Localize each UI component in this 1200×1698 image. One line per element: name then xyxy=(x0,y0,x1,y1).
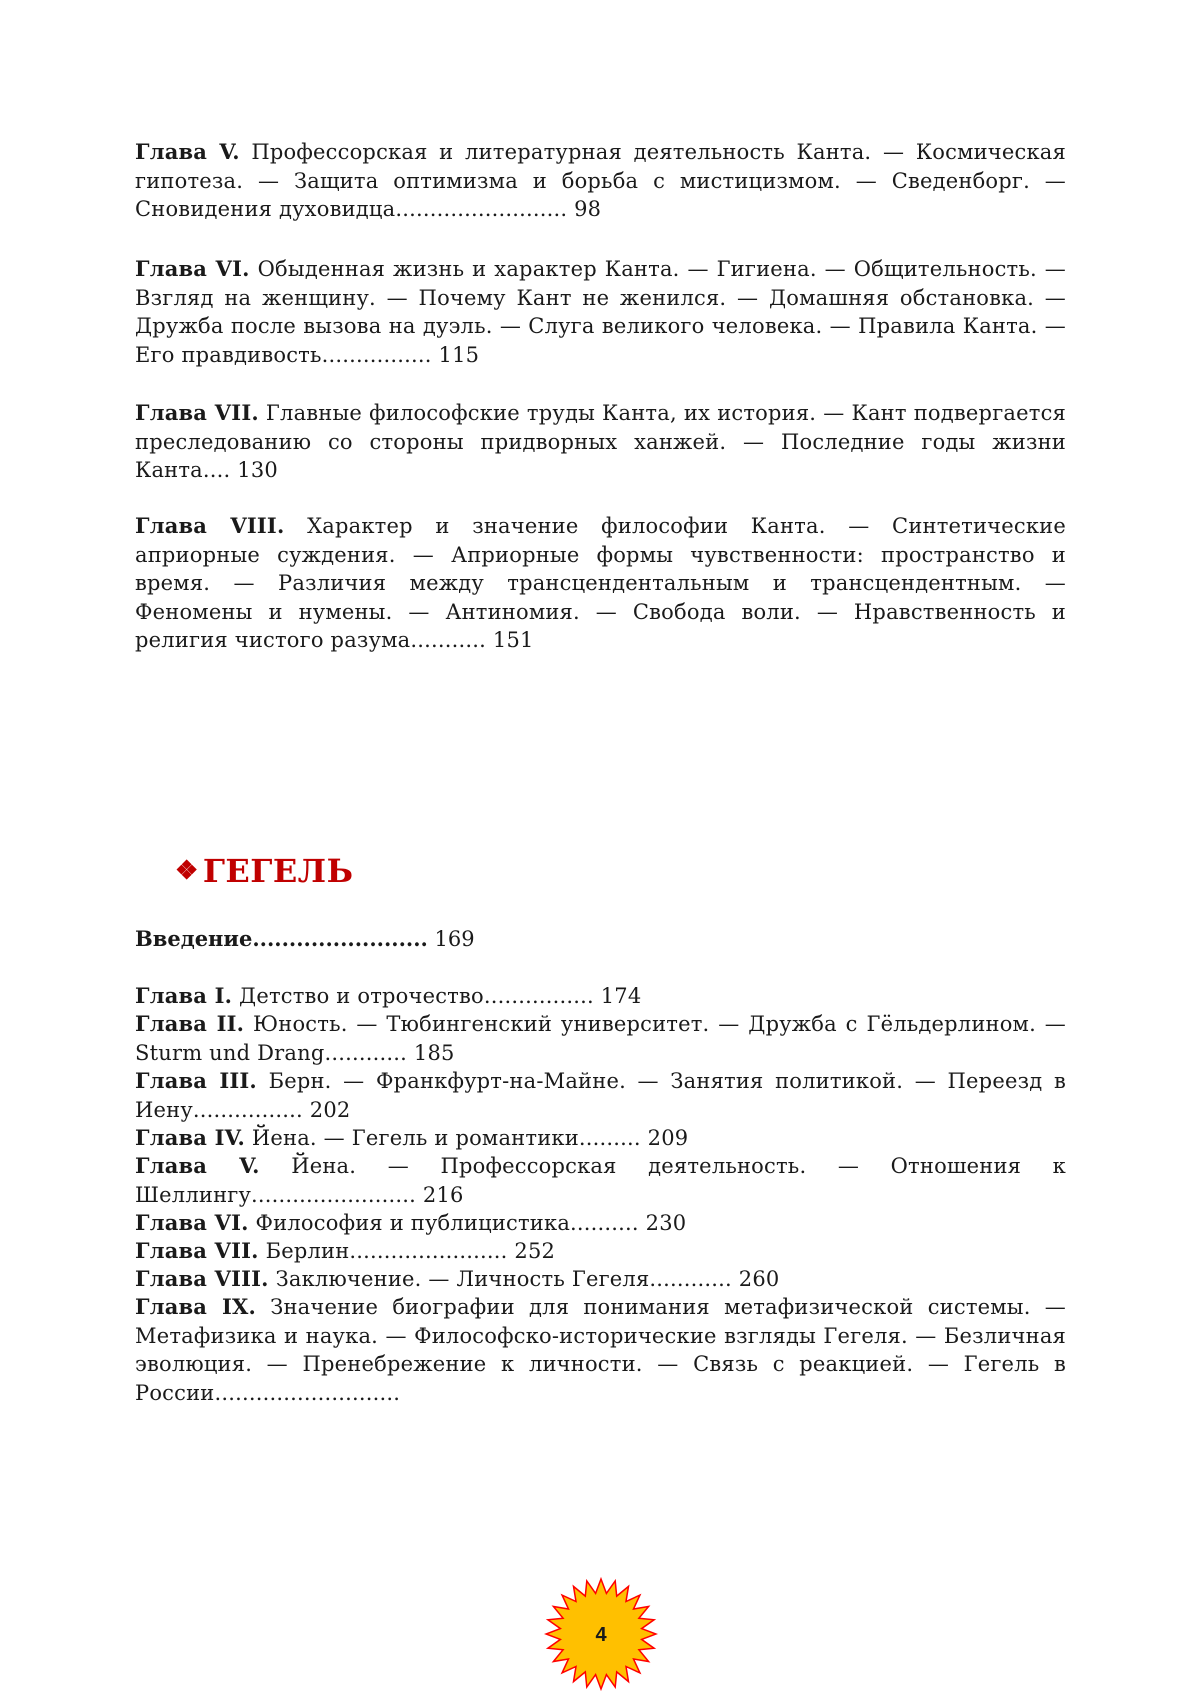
toc-entry-label: Глава VI. xyxy=(135,256,250,281)
toc-entry-hegel-ch6 xyxy=(135,1209,1066,1238)
diamond-bullet-icon: ❖ xyxy=(175,856,199,886)
toc-entry-hegel-ch8 xyxy=(135,1265,1066,1294)
toc-entry-label: Глава III. xyxy=(135,1068,257,1093)
toc-entry-kant-ch7 xyxy=(135,399,1066,485)
toc-entry-text: Йена. — Гегель и романтики......... 209 xyxy=(251,1126,689,1150)
toc-entry-kant-ch5 xyxy=(135,138,1066,224)
toc-entry-label: Глава VII. xyxy=(135,1238,259,1263)
toc-entry-hegel-ch2 xyxy=(135,1010,1066,1067)
toc-entry-text: Детство и отрочество................ 174 xyxy=(239,984,642,1008)
toc-entry-hegel-ch3 xyxy=(135,1067,1066,1124)
toc-entry-label: Глава IX. xyxy=(135,1294,256,1319)
toc-entry-kant-ch8 xyxy=(135,512,1066,655)
toc-entry-label: Глава VII. xyxy=(135,400,259,425)
toc-entry-text: Берлин....................... 252 xyxy=(265,1239,556,1263)
toc-entry-hegel-ch9 xyxy=(135,1293,1066,1407)
toc-entry-kant-ch6 xyxy=(135,255,1066,369)
starburst-icon xyxy=(544,1577,658,1691)
toc-entry-label: Введение........................ xyxy=(135,926,428,951)
toc-entry-label: Глава VI. xyxy=(135,1210,249,1235)
toc-entry-text: Философия и публицистика.......... 230 xyxy=(255,1211,687,1235)
toc-entry-text: Берн. — Франкфурт-на-Майне. — Занятия политикой. — Переезд в Иену................ 202 xyxy=(135,1069,1066,1122)
page-number-badge xyxy=(544,1577,658,1691)
toc-entry-label: Глава V. xyxy=(135,139,240,164)
toc-entry-text: Профессорская и литературная деятельность Канта. — Космическая гипотеза. — Защита оптимизма и борьба с мистицизмом. — Сведенборг. — Сновидения духовидца......................... 98 xyxy=(135,140,1066,221)
toc-entry-intro xyxy=(135,925,475,954)
toc-entry-text: Юность. — Тюбингенский университет. — Дружба с Гёльдерлином. — Sturm und Drang............ 185 xyxy=(135,1012,1066,1065)
toc-entry-text: Главные философские труды Канта, их история. — Кант подвергается преследованию со стороны придворных ханжей. — Последние годы жизни Канта.... 130 xyxy=(135,401,1066,482)
toc-entry-hegel-ch4 xyxy=(135,1124,1066,1153)
toc-entry-page: 169 xyxy=(434,927,475,951)
toc-entry-label: Глава VIII. xyxy=(135,1266,269,1291)
toc-entry-label: Глава IV. xyxy=(135,1125,245,1150)
toc-entry-label: Глава I. xyxy=(135,983,233,1008)
toc-entry-label: Глава VIII. xyxy=(135,513,285,538)
toc-entry-text: Значение биографии для понимания метафизической системы. — Метафизика и наука. — Философско-исторические взгляды Гегеля. — Безличная эволюция. — Пренебрежение к личности. — Связь с реакцией. — Гегель в России........................... xyxy=(135,1295,1066,1405)
toc-entry-text: Заключение. — Личность Гегеля............ 260 xyxy=(275,1267,780,1291)
toc-entry-text: Характер и значение философии Канта. — Синтетические априорные суждения. — Априорные формы чувственности: пространство и время. — Различия между трансцендентальным и трансцендентным. — Феномены и нумены. — Антиномия. — Свобода воли. — Нравственность и религия чистого разума........... 151 xyxy=(135,514,1066,652)
section-title-text: ГЕГЕЛЬ xyxy=(202,852,354,890)
toc-entry-text: Обыденная жизнь и характер Канта. — Гигиена. — Общительность. — Взгляд на женщину. — Почему Кант не женился. — Домашняя обстановка. — Дружба после вызова на дуэль. — Слуга великого человека. — Правила Канта. — Его правдивость................ 115 xyxy=(135,257,1066,367)
toc-entry-hegel-ch5 xyxy=(135,1152,1066,1209)
toc-entry-label: Глава II. xyxy=(135,1011,245,1036)
toc-entry-label: Глава V. xyxy=(135,1153,260,1178)
page-number: 4 xyxy=(595,1624,607,1646)
document-page xyxy=(135,0,1066,1698)
toc-entry-text: Йена. — Профессорская деятельность. — Отношения к Шеллингу........................ 216 xyxy=(135,1154,1066,1207)
toc-entry-hegel-ch7 xyxy=(135,1237,1066,1266)
toc-entry-hegel-ch1 xyxy=(135,982,1066,1011)
section-title-hegel xyxy=(175,852,353,890)
